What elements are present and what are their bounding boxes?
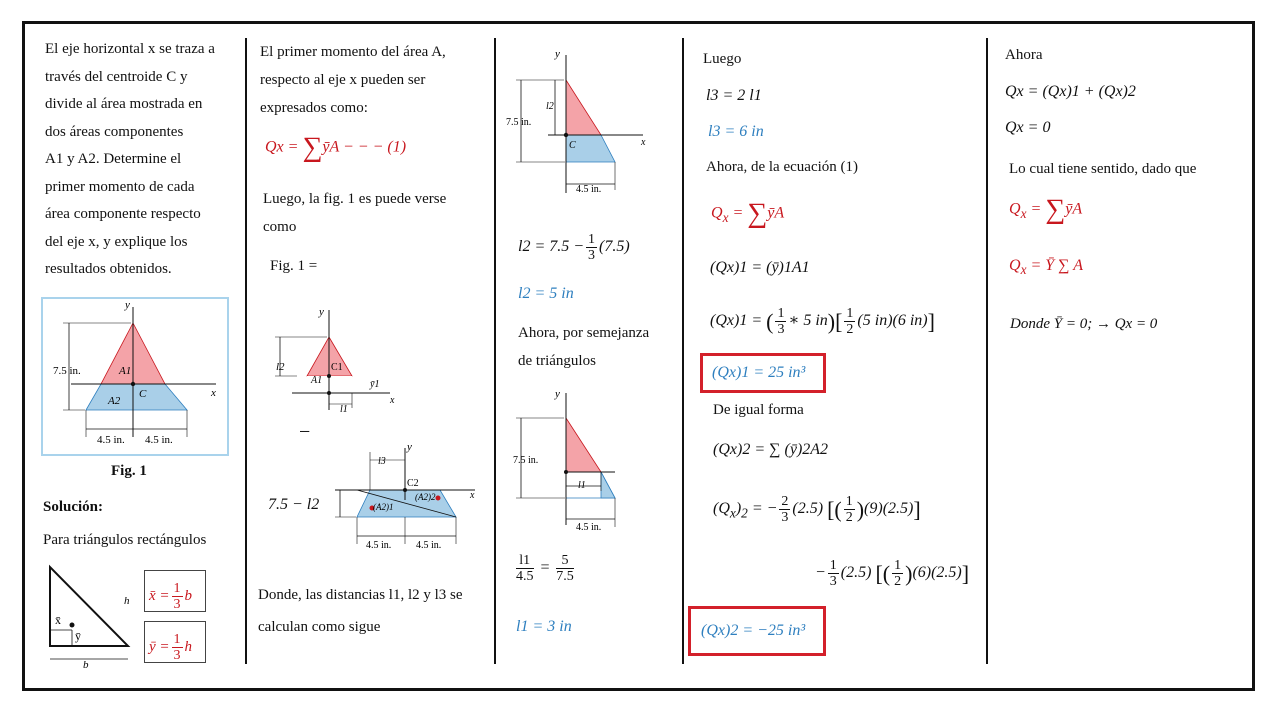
- col2-intro: El primer momento del área A, respecto al eje x pueden ser expresados como:: [260, 44, 446, 116]
- qx2-calculation-line1: $(Q_x)_2$ = − $\frac{2}{3}$ (2.5) [( $\frac{1}{2}$ )(9)(2.5)]: [713, 494, 921, 525]
- svg-text:(A2)1: (A2)1: [373, 502, 394, 512]
- column-divider: [494, 38, 496, 664]
- svg-text:l3: l3: [378, 456, 386, 467]
- column-divider: [682, 38, 684, 664]
- svg-text:4.5 in.: 4.5 in.: [145, 434, 173, 446]
- qx1-result: (Qx)1 = 25 in³: [712, 364, 806, 381]
- fig1-equals: Fig. 1 =: [270, 258, 318, 274]
- col3-ahora: Ahora, por semejanza de triángulos: [518, 325, 650, 369]
- similarity-proportion: $\frac{l1}{4.5}$ = $\frac{5}{7.5}$: [516, 553, 574, 584]
- xbar-formula-box: x̄ = $\frac{1}{3}$ b: [144, 570, 206, 612]
- figure-caption: Fig. 1: [111, 463, 147, 479]
- svg-text:C1: C1: [331, 362, 343, 373]
- qx1-calculation: (Qx)1 = ( $\frac{1}{3}$ ∗ 5 in)[ $\frac{1}{2}$ (5 in)(6 in)]: [710, 306, 935, 337]
- svg-text:C2: C2: [407, 478, 419, 489]
- ybar-formula-box: ȳ = $\frac{1}{3}$ h: [144, 621, 206, 663]
- svg-text:4.5 in.: 4.5 in.: [416, 540, 442, 551]
- col5-ahora: Ahora: [1005, 47, 1043, 63]
- svg-text:y: y: [407, 441, 412, 453]
- figure-1-composite: [272, 300, 402, 418]
- equation-1: Qx = ∑ȳA − − − (1): [265, 132, 407, 163]
- solution-title: Solución:: [43, 499, 104, 515]
- svg-text:4.5 in.: 4.5 in.: [576, 522, 602, 533]
- qx-definition: $Q_x$ = ∑ȳA: [711, 198, 785, 229]
- figure-subtriangle: [503, 45, 653, 195]
- svg-text:A2: A2: [108, 395, 121, 407]
- qx-sum: Qx = (Qx)1 + (Qx)2: [1005, 83, 1136, 100]
- l2-equation: l2 = 7.5 − $\frac{1}{3}$ (7.5): [518, 232, 630, 263]
- svg-text:y: y: [319, 306, 324, 318]
- col2-luego: Luego, la fig. 1 es puede verse como: [263, 191, 447, 235]
- svg-text:x̄: x̄: [55, 613, 61, 627]
- problem-statement: El eje horizontal x se traza a través del centroide C y divide al área mostrada en dos áreas componentes A1 y A2. Determine el primer momento de cada área componente respecto del eje x, y explique los resultados obtenidos.: [45, 41, 215, 277]
- col4-ahora: Ahora, de la ecuación (1): [706, 159, 859, 175]
- svg-text:l2: l2: [546, 101, 554, 112]
- l3-equation: l3 = 2 l1: [706, 87, 762, 104]
- svg-text:(A2)2: (A2)2: [415, 492, 436, 502]
- minus-sign: −: [299, 421, 311, 443]
- svg-text:C: C: [569, 140, 576, 151]
- svg-text:y: y: [555, 388, 560, 400]
- right-triangle-diagram: [40, 560, 140, 670]
- svg-text:4.5 in.: 4.5 in.: [576, 184, 602, 195]
- qx-zero: Qx = 0: [1005, 119, 1051, 136]
- svg-text:l1: l1: [340, 404, 348, 415]
- svg-text:x: x: [390, 395, 395, 406]
- qx-ybar-a: $Q_x$ = Ȳ ∑ A: [1009, 257, 1084, 278]
- svg-text:h: h: [124, 595, 130, 607]
- qx2-definition: (Qx)2 = ∑ (ȳ)2A2: [713, 441, 829, 458]
- l3-result: l3 = 6 in: [708, 123, 764, 140]
- column-divider: [245, 38, 247, 664]
- svg-text:x: x: [641, 137, 646, 148]
- qx1-definition: (Qx)1 = (ȳ)1A1: [710, 259, 810, 276]
- figure-1: [41, 297, 229, 457]
- svg-text:A1: A1: [311, 375, 323, 386]
- figure-similar-triangles: [503, 385, 653, 535]
- svg-text:b: b: [83, 659, 89, 670]
- svg-text:y: y: [555, 48, 560, 60]
- qx1-result-box: [700, 353, 826, 393]
- svg-text:ȳ: ȳ: [75, 629, 81, 643]
- column-divider: [986, 38, 988, 664]
- svg-text:4.5 in.: 4.5 in.: [97, 434, 125, 446]
- qx2-calculation-line2: − $\frac{1}{3}$ (2.5) [( $\frac{1}{2}$ )(6)(2.5)]: [815, 558, 970, 589]
- figure-1-subtracted: [320, 440, 485, 555]
- l1-result: l1 = 3 in: [516, 618, 572, 635]
- qx2-result: (Qx)2 = −25 in³: [701, 622, 806, 639]
- svg-text:7.5 in.: 7.5 in.: [53, 365, 81, 377]
- qx2-result-box: [688, 606, 826, 656]
- qx-sum-ya: $Q_x$ = ∑ȳA: [1009, 194, 1083, 225]
- svg-text:7.5 in.: 7.5 in.: [506, 117, 532, 128]
- svg-text:C: C: [139, 388, 147, 400]
- solution-subtitle: Para triángulos rectángulos: [43, 532, 207, 548]
- col4-luego: Luego: [703, 51, 742, 67]
- svg-text:4.5 in.: 4.5 in.: [366, 540, 392, 551]
- svg-text:x: x: [470, 490, 475, 501]
- col4-igual: De igual forma: [713, 402, 804, 418]
- height-expression: 7.5 − l2: [268, 496, 320, 513]
- l2-result: l2 = 5 in: [518, 285, 574, 302]
- svg-text:A1: A1: [119, 365, 132, 377]
- fig-label: y: [125, 299, 130, 311]
- col5-donde: Donde Ȳ = 0; → Qx = 0: [1010, 316, 1158, 332]
- col2-donde: Donde, las distancias l1, l2 y l3 se calculan como sigue: [258, 587, 463, 635]
- svg-text:l1: l1: [578, 480, 586, 491]
- svg-text:l2: l2: [276, 361, 285, 373]
- col5-sentido: Lo cual tiene sentido, dado que: [1009, 161, 1197, 177]
- svg-text:x: x: [211, 387, 216, 399]
- svg-text:7.5 in.: 7.5 in.: [513, 455, 539, 466]
- svg-text:ȳ1: ȳ1: [370, 379, 380, 390]
